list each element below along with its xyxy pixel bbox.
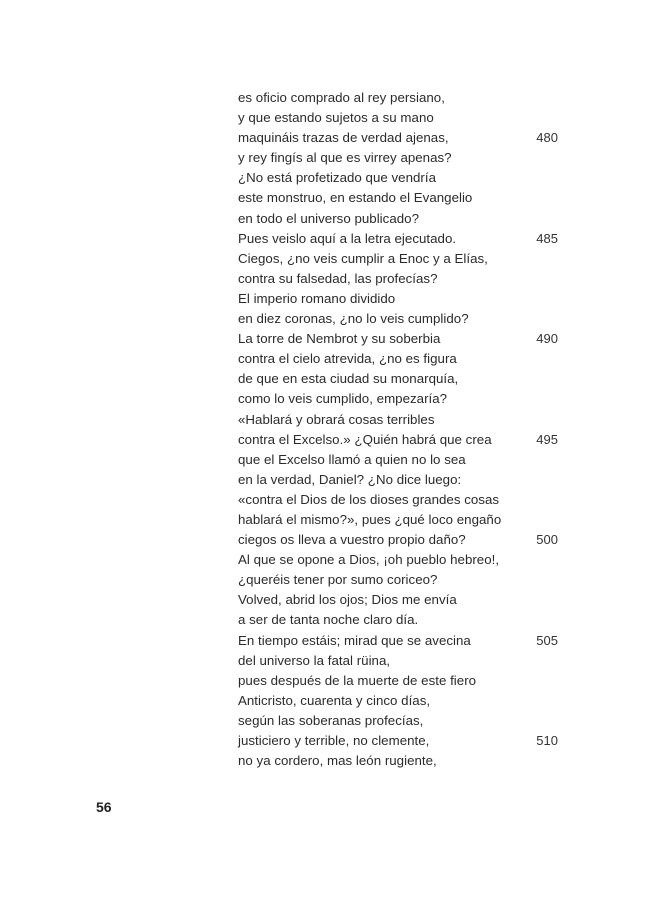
line-number: 490: [536, 331, 558, 347]
verse-text: maquináis trazas de verdad ajenas,: [238, 130, 449, 146]
verse-text: del universo la fatal rüina,: [238, 652, 391, 668]
verse-line: [238, 349, 563, 369]
line-number: 495: [536, 431, 558, 447]
verse-line: [238, 671, 563, 691]
verse-text: contra el Excelso.» ¿Quién habrá que crea: [238, 431, 492, 447]
page-number: 56: [96, 799, 112, 815]
verse-text: contra el cielo atrevida, ¿no es figura: [238, 351, 457, 367]
verse-text: y rey fingís al que es virrey apenas?: [238, 150, 452, 166]
verse-block: [238, 88, 563, 771]
verse-text: Ciegos, ¿no veis cumplir a Enoc y a Elías,: [238, 250, 488, 266]
verse-text: y que estando sujetos a su mano: [238, 110, 434, 126]
verse-line: [238, 128, 563, 148]
verse-line: [238, 249, 563, 269]
verse-text: en todo el universo publicado?: [238, 210, 419, 226]
verse-text: en diez coronas, ¿no lo veis cumplido?: [238, 311, 469, 327]
verse-line: [238, 691, 563, 711]
verse-line: [238, 410, 563, 430]
verse-line: [238, 450, 563, 470]
line-number: 480: [536, 130, 558, 146]
verse-line: [238, 289, 563, 309]
verse-line: [238, 148, 563, 168]
verse-line: [238, 590, 563, 610]
verse-text: a ser de tanta noche claro día.: [238, 612, 419, 628]
verse-text: justiciero y terrible, no clemente,: [238, 733, 430, 748]
verse-line: [238, 751, 563, 771]
verse-line: [238, 168, 563, 188]
verse-text: Pues veislo aquí a la letra ejecutado.: [238, 230, 457, 246]
verse-line: [238, 711, 563, 731]
verse-line: [238, 470, 563, 490]
verse-text: ¿No está profetizado que vendría: [238, 170, 436, 186]
verse-text: «contra el Dios de los dioses grandes cosas: [238, 491, 500, 507]
verse-line: [238, 369, 563, 389]
verse-text: Al que se opone a Dios, ¡oh pueblo hebreo!,: [238, 552, 500, 568]
verse-line: [238, 430, 563, 450]
verse-line: [238, 309, 563, 329]
verse-text: Volved, abrid los ojos; Dios me envía: [238, 592, 457, 608]
verse-line: [238, 329, 563, 349]
verse-line: [238, 631, 563, 651]
verse-line: [238, 570, 563, 590]
verse-text: según las soberanas profecías,: [238, 712, 424, 728]
line-number: 505: [536, 632, 558, 648]
verse-line: [238, 530, 563, 550]
line-number: 500: [536, 532, 558, 548]
line-number: 510: [536, 733, 558, 748]
verse-line: [238, 229, 563, 249]
verse-line: [238, 490, 563, 510]
verse-line: [238, 269, 563, 289]
verse-line: [238, 108, 563, 128]
verse-text: La torre de Nembrot y su soberbia: [238, 331, 441, 347]
verse-line: [238, 188, 563, 208]
verse-text: pues después de la muerte de este fiero: [238, 672, 477, 688]
verse-line: [238, 550, 563, 570]
verse-line: [238, 651, 563, 671]
verse-text: de que en esta ciudad su monarquía,: [238, 371, 459, 387]
verse-text: El imperio romano dividido: [238, 290, 396, 306]
line-number: 485: [536, 230, 558, 246]
verse-text: este monstruo, en estando el Evangelio: [238, 190, 473, 206]
verse-text: ciegos os lleva a vuestro propio daño?: [238, 532, 466, 548]
verse-text: contra su falsedad, las profecías?: [238, 270, 438, 286]
verse-text: «Hablará y obrará cosas terribles: [238, 411, 435, 427]
verse-text: ¿queréis tener por sumo coriceo?: [238, 572, 438, 588]
verse-line: [238, 88, 563, 108]
verse-text: es oficio comprado al rey persiano,: [238, 90, 445, 105]
verse-text: como lo veis cumplido, empezaría?: [238, 391, 448, 407]
verse-text: Anticristo, cuarenta y cinco días,: [238, 692, 431, 708]
verse-text: hablará el mismo?», pues ¿qué loco engaño: [238, 511, 502, 527]
verse-line: [238, 731, 563, 751]
verse-text: En tiempo estáis; mirad que se avecina: [238, 632, 471, 648]
verse-text: en la verdad, Daniel? ¿No dice luego:: [238, 471, 462, 487]
verse-text: que el Excelso llamó a quien no lo sea: [238, 451, 466, 467]
verse-text: no ya cordero, mas león rugiente,: [238, 753, 437, 769]
verse-line: [238, 510, 563, 530]
verse-line: [238, 209, 563, 229]
verse-line: [238, 610, 563, 630]
verse-line: [238, 389, 563, 409]
